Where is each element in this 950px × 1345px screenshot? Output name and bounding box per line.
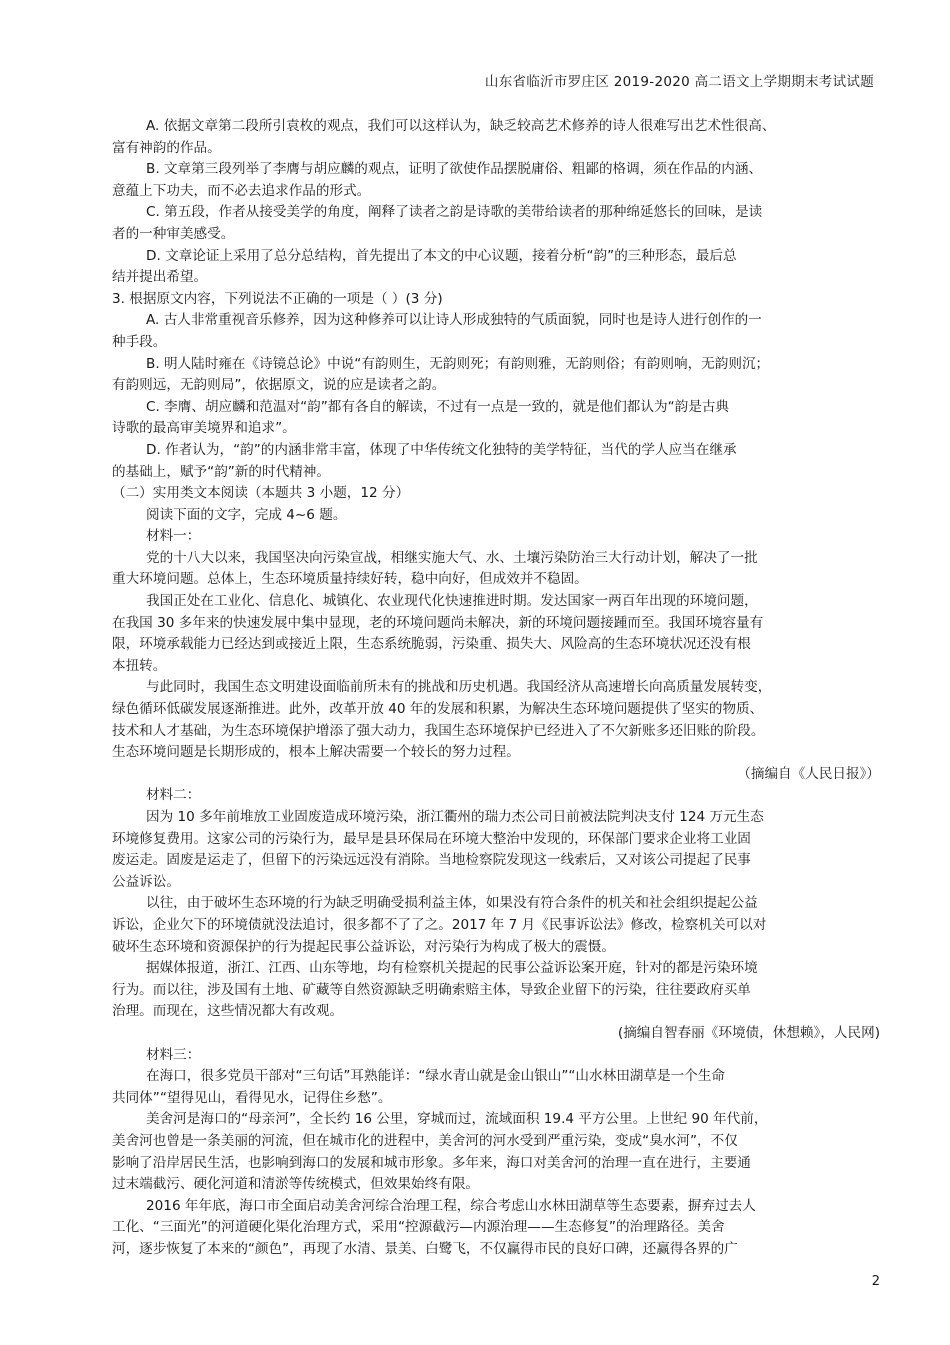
text-line: 本扭转。 [112, 657, 167, 674]
text-line: 因为 10 多年前堆放工业固废造成环境污染，浙江衢州的瑞力杰公司日前被法院判决支付 124 万元生态 [146, 809, 764, 825]
text-line: 河，逐步恢复了本来的“颜色”，再现了水清、景美、白鹭飞，不仅赢得市民的良好口碑，还赢得各界的广 [112, 1240, 738, 1257]
text-line: 与此同时，我国生态文明建设面临前所未有的挑战和历史机遇。我国经济从高速增长向高质量发展转变， [146, 679, 772, 696]
text-line: 阅读下面的文字，完成 4~6 题。 [146, 506, 347, 523]
text-line: 种手段。 [112, 333, 167, 350]
text-line: 废运走。固废是运走了，但留下的污染远远没有消除。当地检察院发现这一线索后，又对该公司提起了民事 [112, 852, 751, 869]
text-line: 结并提出希望。 [112, 269, 208, 286]
page-number: 2 [871, 1274, 880, 1289]
text-line: 生态环境问题是长期形成的，根本上解决需要一个较长的努力过程。 [112, 744, 520, 761]
text-line: 在我国 30 多年来的快速发展中集中显现，老的环境问题尚未解决，新的环境问题接踵而至。我国环境容量有 [112, 614, 764, 631]
text-line: 3. 根据原文内容，下列说法不正确的一项是（ ）(3 分) [112, 290, 443, 307]
text-line: D. 作者认为，“韵”的内涵非常丰富，体现了中华传统文化独特的美学特征，当代的学人应当在继承 [146, 441, 737, 458]
text-line: 富有神韵的作品。 [112, 139, 221, 156]
text-line: 有韵则远，无韵则局”，依据原文，说的应是读者之韵。 [112, 377, 446, 394]
text-line: 美舍河也曾是一条美丽的河流，但在城市化的进程中，美舍河的河水受到严重污染，变成“臭水河”，不仅 [112, 1132, 738, 1149]
text-line: 行为。而以往，涉及国有土地、矿藏等自然资源缺乏明确索赔主体，导致企业留下的污染，往往要政府买单 [112, 981, 751, 998]
text-line: 过末端截污、硬化河道和清淤等传统模式，但效果始终有限。 [112, 1176, 480, 1193]
text-line: 据媒体报道，浙江、江西、山东等地，均有检察机关提起的民事公益诉讼案开庭，针对的都是污染环境 [146, 960, 758, 977]
text-line: 共同体”“望得见山，看得见水，记得住乡愁”。 [112, 1089, 392, 1106]
text-line: 限，环境承载能力已经达到或接近上限，生态系统脆弱，污染重、损失大、风险高的生态环境状况还没有根 [112, 636, 751, 653]
text-line: 公益诉讼。 [112, 873, 180, 890]
text-line: 意蕴上下功夫，而不必去追求作品的形式。 [112, 182, 371, 199]
text-line: 影响了沿岸居民生活，也影响到海口的发展和城市形象。多年来，海口对美舍河的治理一直在进行，主要通 [112, 1154, 751, 1171]
text-line: C. 李膺、胡应麟和范温对“韵”都有各自的解读，不过有一点是一致的，就是他们都认为“韵是古典 [146, 398, 730, 415]
text-line: 在海口，很多党员干部对“三句话”耳熟能详：“绿水青山就是金山银山”“山水林田湖草是一个生命 [146, 1068, 725, 1085]
text-line: 2016 年年底，海口市全面启动美舍河综合治理工程，综合考虑山水林田湖草等生态要素，摒弃过去人 [146, 1197, 756, 1214]
text-line: A. 古人非常重视音乐修养，因为这种修养可以让诗人形成独特的气质面貌，同时也是诗人进行创作的一 [146, 312, 762, 329]
text-line: 诉讼，企业欠下的环境债就没法追讨，很多都不了了之。2017 年 7 月《民事诉讼法》修改，检察机关可以对 [112, 916, 767, 933]
text-line: 材料一： [146, 528, 201, 545]
text-line: 工化、“三面光”的河道硬化渠化治理方式，采用“控源截污—内源治理——生态修复”的治理路径。美舍 [112, 1219, 725, 1236]
text-line: 者的一种审美感受。 [112, 225, 235, 242]
text-line: 破坏生态环境和资源保护的行为提起民事公益诉讼，对污染行为构成了极大的震慑。 [112, 938, 615, 955]
text-line: 重大环境问题。总体上，生态环境质量持续好转，稳中向好，但成效并不稳固。 [112, 571, 588, 588]
text-line: （二）实用类文本阅读（本题共 3 小题，12 分） [112, 485, 410, 502]
document-body [112, 116, 898, 1260]
text-line: 治理。而现在，这些情况都大有改观。 [112, 1003, 344, 1020]
text-line: 党的十八大以来，我国坚决向污染宣战，相继实施大气、水、土壤污染防治三大行动计划，解决了一批 [146, 549, 758, 566]
text-line: 环境修复费用。这家公司的污染行为，最早是县环保局在环境大整治中发现的，环保部门要求企业将工业固 [112, 830, 751, 847]
text-line: 我国正处在工业化、信息化、城镇化、农业现代化快速推进时期。发达国家一两百年出现的环境问题， [146, 593, 758, 610]
text-line: （摘编自《人民日报》） [737, 765, 880, 782]
text-line: 美舍河是海口的“母亲河”，全长约 16 公里，穿城而过，流域面积 19.4 平方公里。上世纪 90 年代前， [146, 1111, 768, 1128]
text-line: (摘编自智春丽《环境债，休想赖》，人民网) [617, 1024, 880, 1041]
text-line: 诗歌的最高审美境界和追求”。 [112, 420, 296, 437]
page-header: 山东省临沂市罗庄区 2019-2020 高二语文上学期期末考试试题 [484, 74, 874, 90]
text-line: 绿色循环低碳发展逐渐推进。此外，改革开放 40 年的发展和积累，为解决生态环境问题提供了坚实的物质、 [112, 701, 764, 718]
text-line: C. 第五段，作者从接受美学的角度，阐释了读者之韵是诗歌的美带给读者的那种绵延悠长的回味，是读 [146, 204, 763, 221]
text-line: A. 依据文章第二段所引袁枚的观点，我们可以这样认为，缺乏较高艺术修养的诗人很难写出艺术性很高、 [146, 118, 776, 134]
text-line: 材料二： [146, 787, 201, 804]
text-line: 以往，由于破坏生态环境的行为缺乏明确受损利益主体，如果没有符合条件的机关和社会组织提起公益 [146, 895, 758, 912]
text-line: 的基础上，赋予“韵”新的时代精神。 [112, 463, 330, 480]
text-line: 材料三： [146, 1046, 201, 1063]
text-line: D. 文章论证上采用了总分总结构，首先提出了本文的中心议题，接着分析“韵”的三种形态，最后总 [146, 247, 737, 264]
text-line: B. 文章第三段列举了李膺与胡应麟的观点，证明了欲使作品摆脱庸俗、粗鄙的格调，须在作品的内涵、 [146, 161, 763, 178]
text-line: 技术和人才基础，为生态环境保护增添了强大动力，我国生态环境保护已经进入了不欠新账多还旧账的阶段。 [112, 722, 765, 739]
text-line: B. 明人陆时雍在《诗镜总论》中说“有韵则生，无韵则死；有韵则雅，无韵则俗；有韵则响，无韵则沉； [146, 355, 770, 372]
